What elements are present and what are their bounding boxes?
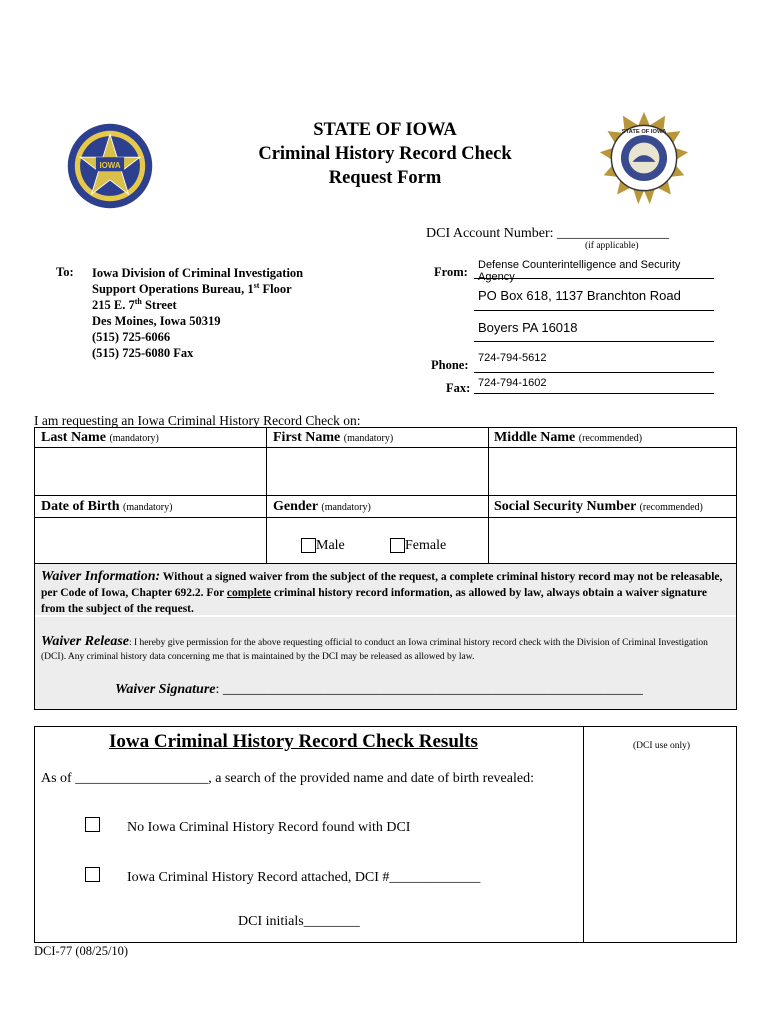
waiver-release: Waiver Release: I hereby give permission for the above requesting official to conduct an Iowa criminal history record check with the Division of Criminal Investigation (DCI). Any criminal history data concerning me that is maintained by the DCI may be released as allowed by law. xyxy=(41,634,708,662)
middle-name-input[interactable] xyxy=(490,449,735,494)
form-title-line3: Request Form xyxy=(328,168,442,188)
dob-input[interactable] xyxy=(36,519,265,562)
grid-divider xyxy=(35,447,736,448)
female-checkbox[interactable] xyxy=(390,538,405,553)
record-attached-label[interactable]: Iowa Criminal History Record attached, DCI #_____________ xyxy=(127,870,481,885)
to-line5: (515) 725-6066 xyxy=(92,330,171,344)
grid-divider xyxy=(35,517,736,518)
no-record-checkbox[interactable] xyxy=(85,817,100,832)
no-record-label: No Iowa Criminal History Record found with DCI xyxy=(127,820,411,835)
from-line2-field[interactable]: PO Box 618, 1137 Branchton Road xyxy=(474,288,714,311)
svg-text:STATE OF IOWA: STATE OF IOWA xyxy=(621,129,667,136)
waiver-signature-field[interactable]: Waiver Signature: ____________________________________________________________ xyxy=(115,682,643,697)
from-line3-field[interactable]: Boyers PA 16018 xyxy=(474,320,714,342)
male-checkbox[interactable] xyxy=(301,538,316,553)
dci-use-only-note: (DCI use only) xyxy=(633,741,690,751)
dci-initials-field[interactable]: DCI initials________ xyxy=(238,914,360,929)
to-line1: Iowa Division of Criminal Investigation xyxy=(92,266,304,280)
waiver-divider xyxy=(35,615,736,617)
first-name-header: First Name (mandatory) xyxy=(273,430,394,445)
last-name-input[interactable] xyxy=(36,449,265,494)
waiver-information: Waiver Information: Without a signed waiver from the subject of the request, a complete criminal history record may not be releasable, per Code of Iowa, Chapter 692.2. For complete criminal history record information, as allowed by law, always obtain a waiver signature from the subject of the request. xyxy=(41,569,723,615)
phone-label: Phone: xyxy=(431,358,469,372)
form-id: DCI-77 (08/25/10) xyxy=(34,944,129,958)
grid-divider xyxy=(35,495,736,496)
to-label: To: xyxy=(56,265,74,279)
female-label: Female xyxy=(405,538,447,553)
svg-text:IOWA: IOWA xyxy=(99,160,121,170)
male-label: Male xyxy=(316,538,345,553)
request-intro: I am requesting an Iowa Criminal History Record Check on: xyxy=(34,413,361,428)
form-title-line1: STATE OF IOWA xyxy=(313,120,457,140)
dob-header: Date of Birth (mandatory) xyxy=(41,499,173,514)
waiver-section xyxy=(34,564,737,710)
to-address xyxy=(92,265,303,361)
fax-field[interactable]: 724-794-1602 xyxy=(474,377,714,394)
subject-info-grid xyxy=(34,427,737,564)
to-line6: (515) 725-6080 Fax xyxy=(92,346,194,360)
from-label: From: xyxy=(434,265,468,279)
phone-field[interactable]: 724-794-5612 xyxy=(474,352,714,373)
gender-header: Gender (mandatory) xyxy=(273,499,371,514)
last-name-header: Last Name (mandatory) xyxy=(41,430,159,445)
fax-label: Fax: xyxy=(446,381,471,395)
middle-name-header: Middle Name (recommended) xyxy=(494,430,643,445)
to-line3: 215 E. 7th Street xyxy=(92,296,177,312)
ssn-header: Social Security Number (recommended) xyxy=(494,499,703,514)
to-line4: Des Moines, Iowa 50319 xyxy=(92,314,221,328)
to-line2: Support Operations Bureau, 1st Floor xyxy=(92,280,292,296)
from-line1-field[interactable]: Defense Counterintelligence and Security Agency xyxy=(474,259,714,279)
results-divider xyxy=(583,727,584,942)
record-attached-checkbox[interactable] xyxy=(85,867,100,882)
as-of-line[interactable]: As of ___________________, a search of the provided name and date of birth revealed: xyxy=(41,771,534,786)
ssn-input[interactable] xyxy=(490,519,735,562)
results-section xyxy=(34,726,737,943)
results-title: Iowa Criminal History Record Check Results xyxy=(109,731,478,752)
grid-divider xyxy=(266,428,267,563)
first-name-input[interactable] xyxy=(268,449,487,494)
dci-account-number[interactable]: DCI Account Number: ________________ xyxy=(426,226,670,241)
form-title-line2: Criminal History Record Check xyxy=(258,144,512,164)
dci-account-note: (if applicable) xyxy=(585,241,639,251)
grid-divider xyxy=(488,428,489,563)
